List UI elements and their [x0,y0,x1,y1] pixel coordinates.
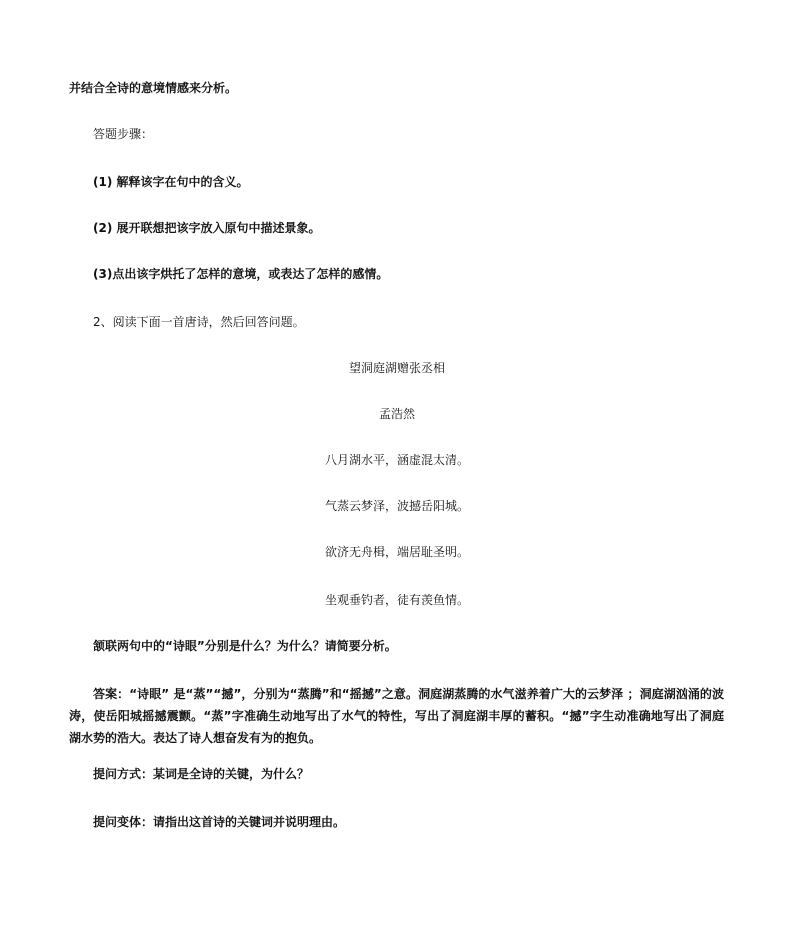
poem-title: 望洞庭湖赠张丞相 [348,361,445,375]
poem-verse-3: 欲济无舟楫，端居耻圣明。 [324,545,469,559]
poem-verse-4: 坐观垂钓者，徒有羡鱼情。 [324,593,469,607]
answer-paragraph: 答案：“诗眼” 是“蒸”“撼”，分别为“蒸腾”和“摇撼”之意。洞庭湖蒸腾的水气滋养着广大的云梦泽 ；洞庭湖汹涌的波涛，使岳阳城摇撼震颤。“蒸”字准确生动地写出了水气的特性，写出了洞庭湖丰厚的蓄积。“撼”字生动准确地写出了洞庭湖水势的浩大。表达了诗人想奋发有为的抱负。 [69,687,724,745]
poem-verse-2: 气蒸云梦泽，波撼岳阳城。 [324,499,469,513]
text-line-step-2: (2) 展开联想把该字放入原句中描述景象。 [93,221,321,235]
text-line-step-3: (3)点出该字烘托了怎样的意境，或表达了怎样的感情。 [93,267,389,281]
text-line-question-intro: 2、阅读下面一首唐诗，然后回答问题。 [93,315,305,329]
text-line-step-1: (1) 解释该字在句中的含义。 [93,175,249,189]
question-text: 颔联两句中的“诗眼”分别是什么？为什么？请简要分析。 [93,639,397,653]
text-line-steps-heading: 答题步骤： [93,127,154,141]
ask-variant-line: 提问变体：请指出这首诗的关键词并说明理由。 [93,815,346,829]
text-line-analysis-note: 并结合全诗的意境情感来分析。 [69,81,238,95]
ask-method-line: 提问方式：某词是全诗的关键，为什么？ [93,767,310,781]
poem-author: 孟浩然 [378,407,415,421]
poem-verse-1: 八月湖水平，涵虚混太清。 [324,453,469,467]
